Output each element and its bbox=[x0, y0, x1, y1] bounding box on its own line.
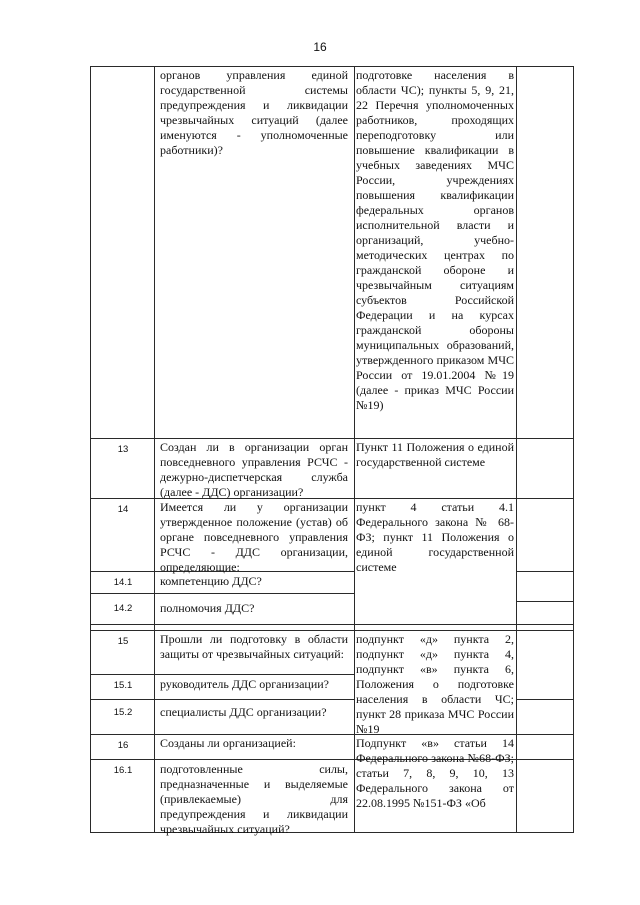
question-text: Прошли ли подготовку в области защиты от чрезвычайных ситуаций: bbox=[160, 632, 348, 661]
row-divider bbox=[90, 593, 354, 594]
question-text: полномочия ДДС? bbox=[160, 601, 255, 615]
row-number: 15.1 bbox=[113, 680, 133, 691]
row-number: 14.2 bbox=[113, 603, 133, 614]
row-number: 14 bbox=[117, 504, 129, 515]
table-border-top bbox=[90, 66, 574, 67]
legal-reference: Подпункт «в» статьи 14 Федерального закона №68-ФЗ; статьи 7, 8, 9, 10, 13 Федерального закона от 22.08.1995 №151-ФЗ «Об bbox=[356, 736, 514, 810]
row-number: 15 bbox=[117, 636, 129, 647]
row-divider bbox=[90, 630, 574, 631]
row-number: 14.1 bbox=[113, 577, 133, 588]
row-number: 15.2 bbox=[113, 707, 133, 718]
row-divider bbox=[90, 674, 354, 675]
row-divider bbox=[517, 601, 574, 602]
table-border-right bbox=[573, 66, 574, 833]
legal-reference: подпункт «д» пункта 2, подпункт «д» пункта 4, подпункт «в» пункта 6, Положения о подготовке населения в области ЧС; пункт 28 приказа МЧС России №19 bbox=[356, 632, 514, 736]
page-number: 16 bbox=[313, 40, 327, 54]
row-number: 13 bbox=[117, 444, 129, 455]
row-number: 16 bbox=[117, 740, 129, 751]
legal-reference: пункт 4 статьи 4.1 Федерального закона № 68-ФЗ; пункт 11 Положения о единой государственной системе bbox=[356, 500, 514, 574]
question-text: органов управления единой государственной системы предупреждения и ликвидации чрезвычайных ситуаций (далее именуются - уполномоченные работники)? bbox=[160, 68, 348, 157]
question-text: Имеется ли у организации утвержденное положение (устав) об органе повседневного управления РСЧС - ДДС организации, определяющие: bbox=[160, 500, 348, 574]
question-text: руководитель ДДС организации? bbox=[160, 677, 329, 691]
row-divider bbox=[517, 699, 574, 700]
question-text: компетенцию ДДС? bbox=[160, 574, 262, 588]
question-text: подготовленные силы, предназначенные и выделяемые (привлекаемые) для предупреждения и ликвидации чрезвычайных ситуаций? bbox=[160, 762, 348, 836]
question-text: специалисты ДДС организации? bbox=[160, 705, 327, 719]
inspection-table bbox=[90, 66, 574, 836]
row-divider bbox=[517, 571, 574, 572]
row-divider bbox=[90, 438, 574, 439]
column-divider bbox=[516, 66, 517, 833]
column-divider bbox=[354, 66, 355, 833]
row-divider bbox=[90, 624, 574, 625]
row-divider bbox=[90, 699, 354, 700]
legal-reference: Пункт 11 Положения о единой государственной системе bbox=[356, 440, 514, 469]
row-number: 16.1 bbox=[113, 765, 133, 776]
question-text: Создан ли в организации орган повседневного управления РСЧС - дежурно-диспетчерская служба (далее - ДДС) организации? bbox=[160, 440, 348, 499]
legal-reference: подготовке населения в области ЧС); пункты 5, 9, 21, 22 Перечня уполномоченных работников, проходящих переподготовку или повышение квалификации в учебных заведениях МЧС России, учреждениях повышения квалификации федеральных органов исполнительной власти и организаций, учебно-методических центрах по гражданской обороне и чрезвычайным ситуациям субъектов Российской Федерации и на курсах гражданской обороны муниципальных образований, утвержденного приказом МЧС России от 19.01.2004 №19 (далее - приказ МЧС России №19) bbox=[356, 68, 514, 412]
question-text: Созданы ли организацией: bbox=[160, 736, 296, 750]
